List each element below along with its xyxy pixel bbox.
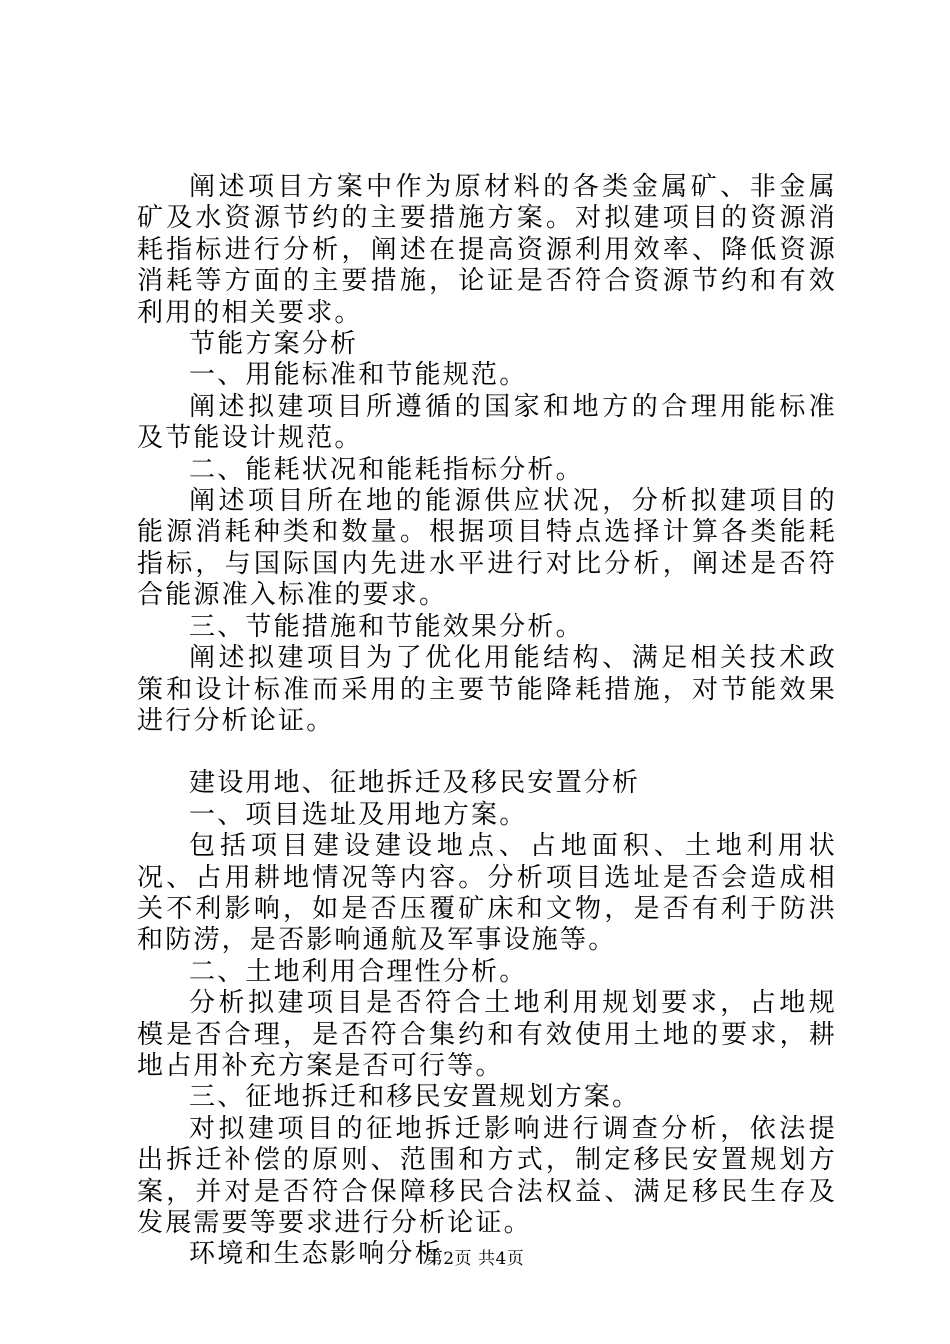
section-heading-environment: 环境和生态影响分析	[189, 1239, 443, 1270]
subheading-energy-consumption: 二、能耗状况和能耗指标分析。	[189, 454, 584, 485]
paragraph-land-rationality: 分析拟建项目是否符合土地利用规划要求，占地规模是否合理，是否符合集约和有效使用土地的要求，耕地占用补充方案是否可行等。	[137, 988, 837, 1081]
page-number-footer: 第2页 共4页	[425, 1249, 525, 1269]
paragraph-resettlement-plan: 对拟建项目的征地拆迁影响进行调查分析，依法提出拆迁补偿的原则、范围和方式，制定移民安置规划方案，并对是否符合保障移民合法权益、满足移民生存及发展需要等要求进行分析论证。	[137, 1113, 837, 1238]
paragraph-energy-standards: 阐述拟建项目所遵循的国家和地方的合理用能标准及节能设计规范。	[137, 391, 837, 454]
subheading-resettlement-plan: 三、征地拆迁和移民安置规划方案。	[189, 1082, 641, 1113]
paragraph-energy-consumption: 阐述项目所在地的能源供应状况，分析拟建项目的能源消耗种类和数量。根据项目特点选择计算各类能耗指标，与国际国内先进水平进行对比分析，阐述是否符合能源准入标准的要求。	[137, 486, 837, 611]
subheading-site-selection: 一、项目选址及用地方案。	[189, 799, 528, 830]
paragraph-site-selection: 包括项目建设建设地点、占地面积、土地利用状况、占用耕地情况等内容。分析项目选址是否会造成相关不利影响，如是否压覆矿床和文物，是否有利于防洪和防涝，是否影响通航及军事设施等。	[137, 831, 837, 956]
document-body	[137, 172, 837, 1271]
paragraph-resource-measures: 阐述项目方案中作为原材料的各类金属矿、非金属矿及水资源节约的主要措施方案。对拟建项目的资源消耗指标进行分析，阐述在提高资源利用效率、降低资源消耗等方面的主要措施，论证是否符合资源节约和有效利用的相关要求。	[137, 172, 837, 328]
section-heading-energy-saving: 节能方案分析	[189, 329, 359, 360]
paragraph-energy-measures: 阐述拟建项目为了优化用能结构、满足相关技术政策和设计标准而采用的主要节能降耗措施，对节能效果进行分析论证。	[137, 643, 837, 736]
subheading-energy-standards: 一、用能标准和节能规范。	[189, 360, 528, 391]
section-heading-land-use: 建设用地、征地拆迁及移民安置分析	[189, 768, 641, 799]
subheading-land-rationality: 二、土地利用合理性分析。	[189, 956, 528, 987]
subheading-energy-measures: 三、节能措施和节能效果分析。	[189, 611, 584, 642]
paragraph-gap	[137, 737, 837, 768]
